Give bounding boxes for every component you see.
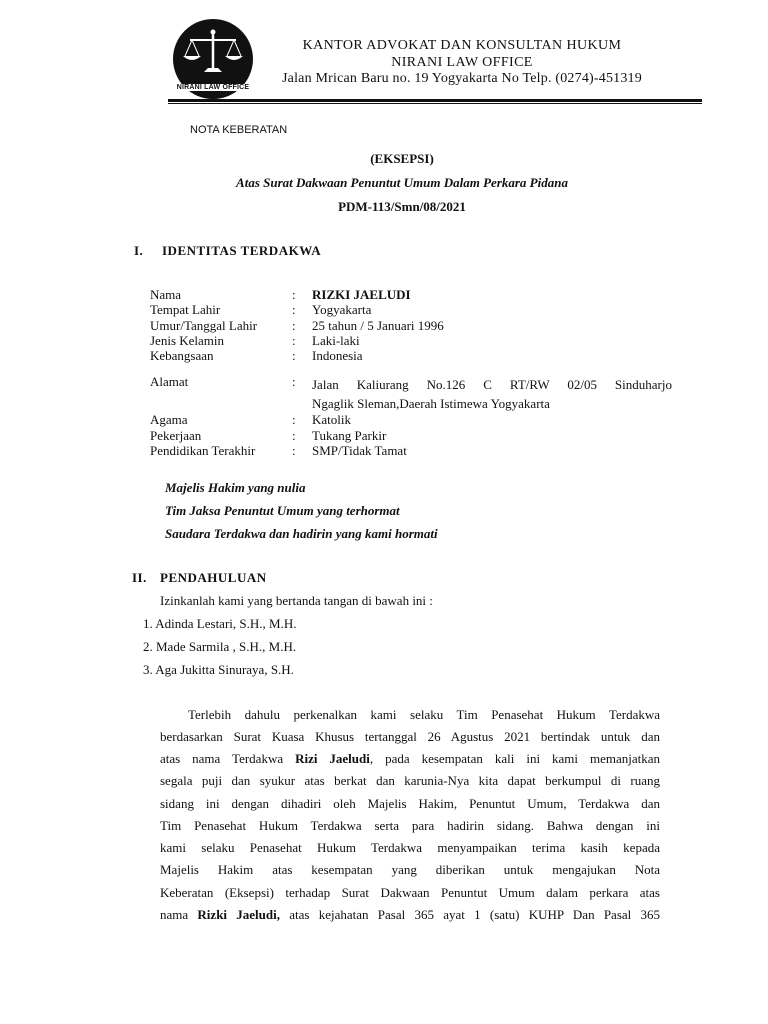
paragraph-line: Majelis Hakim atas kesempatan yang diberikan untuk mengajukan Nota xyxy=(160,862,660,877)
colon: : xyxy=(292,412,296,427)
label-umur: Umur/Tanggal Lahir xyxy=(150,318,258,333)
heading-eksepsi: (EKSEPSI) xyxy=(370,151,434,166)
label-kebangsaan: Kebangsaan xyxy=(150,348,214,363)
paragraph-line xyxy=(160,907,660,923)
heading-subtitle: Atas Surat Dakwaan Penuntut Umum Dalam Perkara Pidana xyxy=(236,175,568,190)
label-jenis-kelamin: Jenis Kelamin xyxy=(150,333,225,348)
value-tempat-lahir: Yogyakarta xyxy=(312,302,372,317)
letterhead-office: NIRANI LAW OFFICE xyxy=(391,55,533,70)
section-title: PENDAHULUAN xyxy=(160,570,267,585)
colon: : xyxy=(292,287,296,302)
paragraph-line xyxy=(160,751,660,767)
value-agama: Katolik xyxy=(312,412,351,427)
value-alamat-line1: Jalan Kaliurang No.126 C RT/RW 02/05 Sinduharjo xyxy=(312,377,672,392)
defendant-name: Rizi Jaeludi xyxy=(295,751,370,766)
colon: : xyxy=(292,318,296,333)
salutation-audience: Saudara Terdakwa dan hadirin yang kami hormati xyxy=(165,526,438,541)
paragraph-text: atas kejahatan Pasal 365 ayat 1 (satu) KUHP Dan Pasal 365 xyxy=(289,907,661,922)
label-pendidikan: Pendidikan Terakhir xyxy=(150,443,256,458)
section-number: I. xyxy=(134,243,144,258)
paragraph-line: Terlebih dahulu perkenalkan kami selaku Tim Penasehat Hukum Terdakwa xyxy=(188,707,660,722)
law-office-logo xyxy=(170,18,256,100)
value-jenis-kelamin: Laki-laki xyxy=(312,333,360,348)
heading-case-number: PDM-113/Smn/08/2021 xyxy=(338,199,466,214)
section-title: IDENTITAS TERDAKWA xyxy=(162,243,322,258)
logo-caption: NIRANI LAW OFFICE xyxy=(166,84,260,91)
colon: : xyxy=(292,428,296,443)
paragraph-line: Keberatan (Eksepsi) terhadap Surat Dakwaan Penuntut Umum dalam perkara atas xyxy=(160,885,660,900)
counsel-item: 3. Aga Jukitta Sinuraya, S.H. xyxy=(143,662,294,677)
paragraph-line: kami selaku Penasehat Hukum Terdakwa menyampaikan terima kasih kepada xyxy=(160,840,660,855)
counsel-item: 2. Made Sarmila , S.H., M.H. xyxy=(143,639,297,654)
label-alamat: Alamat xyxy=(150,374,189,389)
label-nama: Nama xyxy=(150,287,182,302)
label-agama: Agama xyxy=(150,412,188,427)
letterhead-address: Jalan Mrican Baru no. 19 Yogyakarta No Telp. (0274)-451319 xyxy=(282,71,642,86)
paragraph-line: segala puji dan syukur atas berkat dan karunia-Nya kita dapat berkumpul di ruang xyxy=(160,773,660,788)
value-pendidikan: SMP/Tidak Tamat xyxy=(312,443,407,458)
value-alamat-line2: Ngaglik Sleman,Daerah Istimewa Yogyakarta xyxy=(312,396,550,411)
value-pekerjaan: Tukang Parkir xyxy=(312,428,387,443)
letterhead-divider xyxy=(168,99,702,102)
paragraph-text: nama xyxy=(160,907,189,922)
document-label: NOTA KEBERATAN xyxy=(190,124,288,136)
letterhead-title: KANTOR ADVOKAT DAN KONSULTAN HUKUM xyxy=(302,38,622,53)
paragraph-line: Tim Penasehat Hukum Terdakwa serta para hadirin sidang. Bahwa dengan ini xyxy=(160,818,660,833)
paragraph-line: berdasarkan Surat Kuasa Khusus tertanggal 26 Agustus 2021 bertindak untuk dan xyxy=(160,729,660,744)
colon: : xyxy=(292,302,296,317)
paragraph-line: sidang ini dengan dihadiri oleh Majelis Hakim, Penuntut Umum, Terdakwa dan xyxy=(160,796,660,811)
value-nama: RIZKI JAELUDI xyxy=(312,287,411,302)
colon: : xyxy=(292,348,296,363)
paragraph-text: atas nama Terdakwa xyxy=(160,751,284,766)
defendant-name: Rizki Jaeludi, xyxy=(197,907,280,922)
colon: : xyxy=(292,443,296,458)
salutation-prosecutor: Tim Jaksa Penuntut Umum yang terhormat xyxy=(165,503,400,518)
colon: : xyxy=(292,333,296,348)
intro-text: Izinkanlah kami yang bertanda tangan di bawah ini : xyxy=(160,593,433,608)
value-umur: 25 tahun / 5 Januari 1996 xyxy=(312,318,444,333)
colon: : xyxy=(292,374,296,389)
salutation-judge: Majelis Hakim yang nulia xyxy=(165,480,306,495)
label-tempat-lahir: Tempat Lahir xyxy=(150,302,221,317)
paragraph-text: , pada kesempatan kali ini kami memanjatkan xyxy=(369,751,660,766)
section-number: II. xyxy=(132,570,147,585)
letterhead-divider-thin xyxy=(168,103,702,104)
counsel-item: 1. Adinda Lestari, S.H., M.H. xyxy=(143,616,297,631)
label-pekerjaan: Pekerjaan xyxy=(150,428,202,443)
value-kebangsaan: Indonesia xyxy=(312,348,363,363)
